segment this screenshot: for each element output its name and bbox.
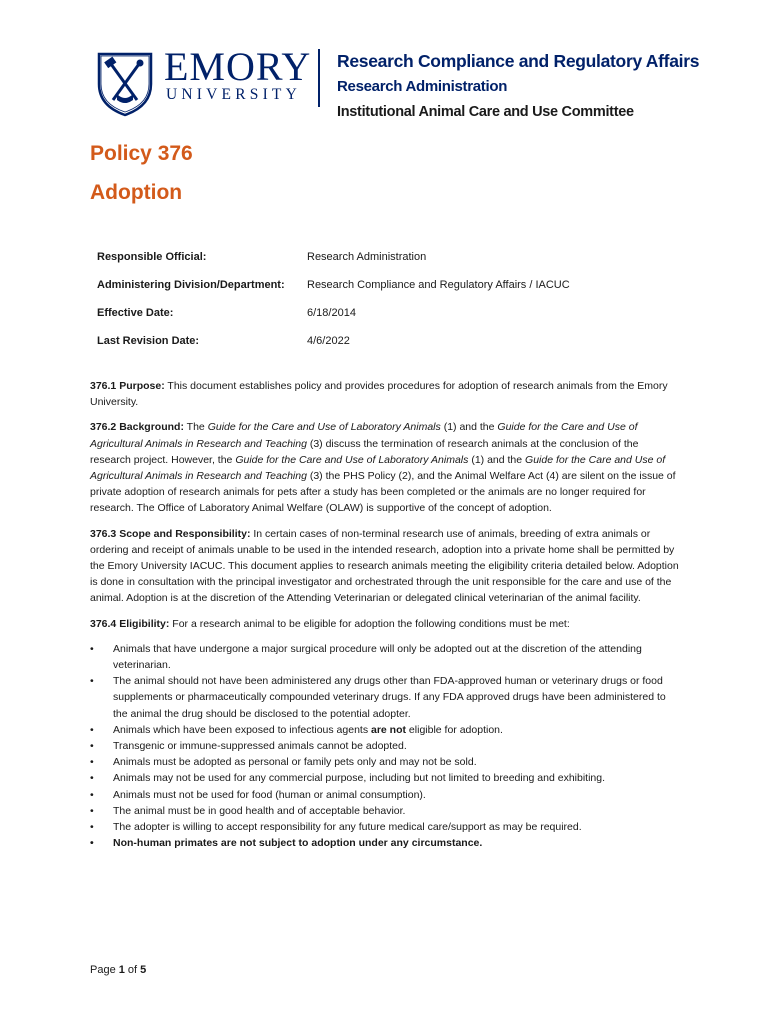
meta-row-effective-date <box>97 305 697 333</box>
list-item: • Animals must be adopted as personal or family pets only and may not be sold. <box>90 754 682 770</box>
meta-label: Effective Date: <box>97 307 174 319</box>
meta-value: Research Compliance and Regulatory Affairs / IACUC <box>307 279 570 291</box>
meta-label: Last Revision Date: <box>97 335 200 347</box>
meta-value: Research Administration <box>307 251 427 263</box>
list-item: • The animal must be in good health and of acceptable behavior. <box>90 803 682 819</box>
meta-row-revision-date <box>97 333 697 361</box>
list-item-text: Animals which have been exposed to infectious agents <box>113 723 371 736</box>
list-item: • The animal should not have been administered any drugs other than FDA-approved human or veterinary drugs or food supplements or pharmaceutically compounded veterinary drugs. If any FDA approved drugs have been administered to the animal the drug should be disclosed to the potential adopter. <box>90 673 682 722</box>
meta-value: 4/6/2022 <box>307 335 350 347</box>
policy-title: Policy 376 <box>90 142 193 165</box>
section-scope <box>90 526 682 607</box>
section-purpose <box>90 378 682 410</box>
page-total: 5 <box>140 964 147 976</box>
section-text: This document establishes policy and provides procedures for adoption of research animals from the Emory University. <box>90 380 668 409</box>
policy-subtitle: Adoption <box>90 181 183 204</box>
meta-label: Responsible Official: <box>97 251 207 263</box>
list-item-text: eligible for adoption. <box>406 723 503 736</box>
list-item: • Animals that have undergone a major surgical procedure will only be adopted out at the discretion of the attending veterinarian. <box>90 641 682 673</box>
document-header <box>0 0 770 130</box>
page-footer <box>90 963 146 977</box>
section-text: (3) the PHS Policy (2), and the Animal Welfare Act (4) are silent on the issue of private adoption of research animals for pets after a study has been completed or the animals are no longer required for research. The Office of Laboratory Animal Welfare (OLAW) is supportive of the concept of adoption. <box>90 470 676 515</box>
guide-citation: Guide for the Care and Use of Agricultural Animals in Research and Teaching <box>90 453 666 483</box>
list-item: • Animals may not be used for any commercial purpose, including but not limited to breeding and exhibiting. <box>90 770 682 786</box>
header-office: Research Administration <box>337 78 508 95</box>
header-committee: Institutional Animal Care and Use Committee <box>337 104 634 120</box>
section-heading: 376.1 Purpose: <box>90 380 165 392</box>
list-item: • Non-human primates are not subject to adoption under any circumstance. <box>90 835 682 851</box>
page-of-label: of <box>124 964 141 976</box>
list-item: • Animals must not be used for food (human or animal consumption). <box>90 787 682 803</box>
logo-wordmark: EMORY <box>164 44 312 89</box>
header-department: Research Compliance and Regulatory Affairs <box>337 51 700 71</box>
page-number: 1 <box>118 964 125 976</box>
list-item: • The adopter is willing to accept responsibility for any future medical care/support as may be required. <box>90 819 682 835</box>
section-text: For a research animal to be eligible for adoption the following conditions must be met: <box>169 617 570 630</box>
section-text: (1) and the <box>468 453 526 466</box>
section-text: (1) and the <box>440 421 498 434</box>
section-eligibility <box>90 616 682 632</box>
guide-citation: Guide for the Care and Use of Agricultural Animals in Research and Teaching <box>90 421 638 450</box>
header-divider <box>318 49 320 107</box>
list-item-emphasis: are not <box>371 723 407 736</box>
section-heading: 376.2 Background: <box>90 421 184 434</box>
guide-citation: Guide for the Care and Use of Laboratory Animals <box>207 421 441 434</box>
emory-shield-icon <box>95 50 155 118</box>
section-background <box>90 419 682 516</box>
section-heading: 376.4 Eligibility: <box>90 617 170 630</box>
meta-row-division <box>97 277 697 305</box>
meta-row-responsible <box>97 249 697 277</box>
meta-label: Administering Division/Department: <box>97 279 285 291</box>
page-label: Page <box>90 964 119 976</box>
list-item <box>90 722 682 738</box>
meta-value: 6/18/2014 <box>307 307 356 319</box>
section-text: (3) discuss the termination of research animals at the conclusion of the research project. However, the <box>90 437 639 466</box>
policy-body <box>90 378 682 851</box>
eligibility-list <box>90 641 682 852</box>
logo-subtitle: UNIVERSITY <box>166 86 301 103</box>
policy-metadata <box>97 249 697 361</box>
list-item: • Transgenic or immune-suppressed animals cannot be adopted. <box>90 738 682 754</box>
section-text: In certain cases of non-terminal research use of animals, breeding of extra animals or ordering and receipt of animals unable to be used in the intended research, adoption into a private home shall be permitted by the Emory University IACUC. This document applies to research animals meeting the eligibility criteria detailed below. Adoption is done in consultation with the principal investigator and orchestrated through the unit responsible for the care and use of the animal. Adoption is at the discretion of the Attending Veterinarian or delegated clinical veterinarian of the animal facility. <box>90 527 679 605</box>
section-text: The <box>183 421 208 434</box>
guide-citation: Guide for the Care and Use of Laboratory Animals <box>235 453 469 466</box>
section-heading: 376.3 Scope and Responsibility: <box>90 527 251 540</box>
